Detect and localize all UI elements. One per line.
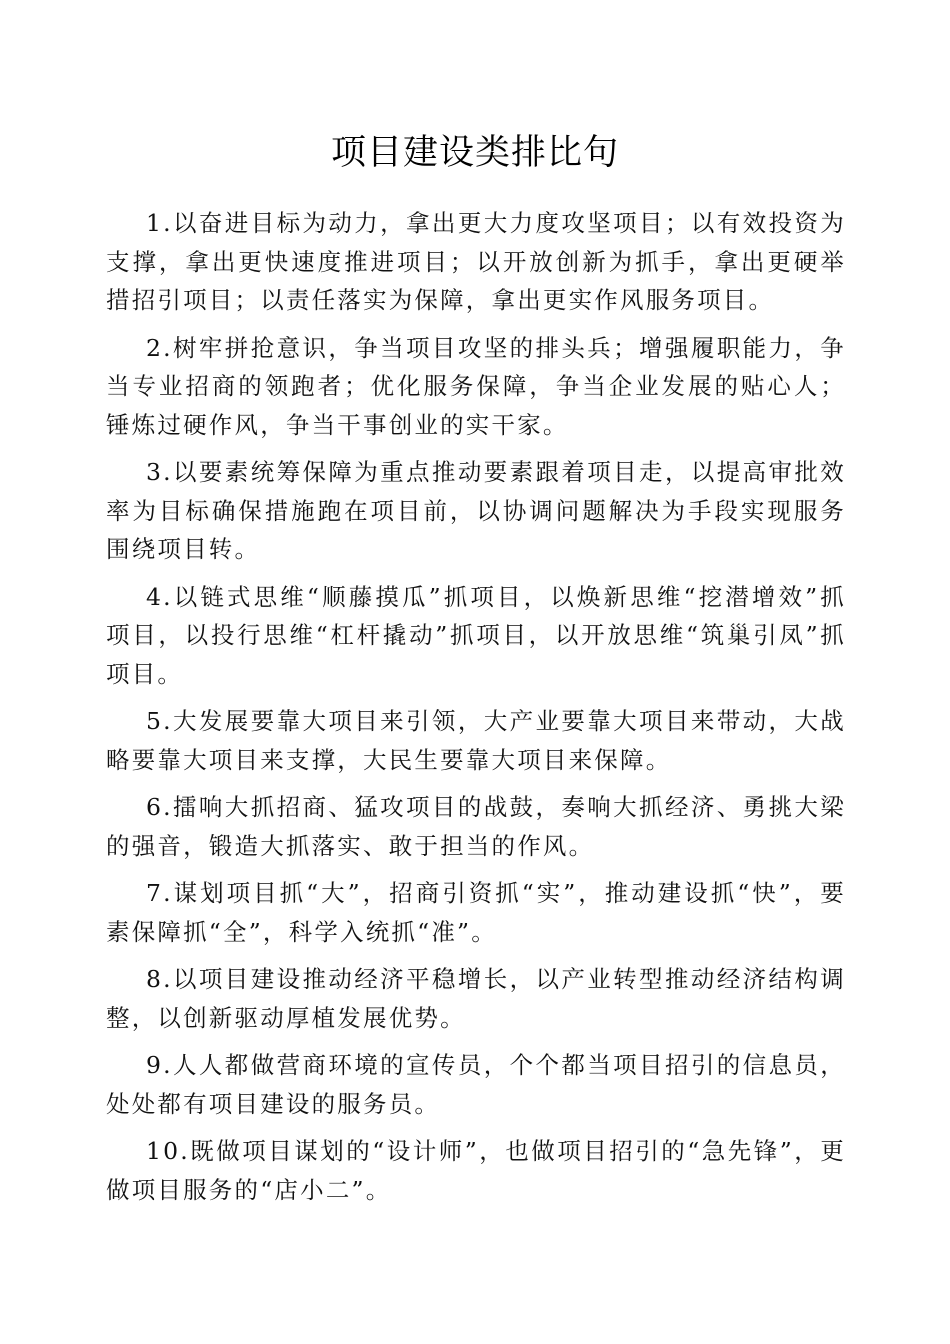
- item-text: 谋划项目抓“大”，招商引资抓“实”，推动建设抓“快”，要素保障抓“全”，科学入统抓“准”。: [106, 879, 846, 946]
- list-item: [106, 329, 846, 445]
- item-text: 既做项目谋划的“设计师”，也做项目招引的“急先锋”，更做项目服务的“店小二”。: [106, 1137, 846, 1204]
- item-number: 2.: [146, 333, 173, 362]
- list-item: [106, 1046, 846, 1123]
- sentence-list: [106, 204, 846, 1218]
- list-item: [106, 960, 846, 1037]
- item-text: 以奋进目标为动力，拿出更大力度攻坚项目；以有效投资为支撑，拿出更快速度推进项目；以开放创新为抓手，拿出更硬举措招引项目；以责任落实为保障，拿出更实作风服务项目。: [106, 209, 846, 314]
- item-number: 8.: [146, 965, 173, 993]
- item-number: 1.: [146, 209, 173, 237]
- item-number: 10.: [146, 1137, 190, 1165]
- item-text: 树牢拼抢意识，争当项目攻坚的排头兵；增强履职能力，争当专业招商的领跑者；优化服务保障，争当企业发展的贴心人；锤炼过硬作风，争当干事创业的实干家。: [106, 333, 846, 439]
- item-text: 以链式思维“顺藤摸瓜”抓项目，以焕新思维“挖潜增效”抓项目，以投行思维“杠杆撬动”抓项目，以开放思维“筑巢引凤”抓项目。: [106, 582, 846, 688]
- item-number: 5.: [146, 707, 173, 735]
- list-item: [106, 453, 846, 569]
- item-text: 人人都做营商环境的宣传员，个个都当项目招引的信息员，处处都有项目建设的服务员。: [106, 1051, 846, 1118]
- list-item: [106, 204, 846, 320]
- item-number: 6.: [146, 793, 173, 821]
- page-title: 项目建设类排比句: [330, 133, 619, 173]
- item-number: 3.: [146, 458, 173, 486]
- list-item: [106, 1132, 846, 1209]
- list-item: [106, 874, 846, 951]
- item-number: 7.: [146, 879, 173, 907]
- item-text: 大发展要靠大项目来引领，大产业要靠大项目来带动，大战略要靠大项目来支撑，大民生要靠大项目来保障。: [106, 707, 846, 774]
- item-number: 9.: [146, 1051, 173, 1079]
- item-text: 以要素统筹保障为重点推动要素跟着项目走，以提高审批效率为目标确保措施跑在项目前，以协调问题解决为手段实现服务围绕项目转。: [106, 458, 846, 563]
- list-item: [106, 578, 846, 694]
- item-number: 4.: [146, 582, 173, 611]
- item-text: 擂响大抓招商、猛攻项目的战鼓，奏响大抓经济、勇挑大梁的强音，锻造大抓落实、敢于担当的作风。: [106, 793, 846, 860]
- list-item: [106, 702, 846, 779]
- item-text: 以项目建设推动经济平稳增长，以产业转型推动经济结构调整，以创新驱动厚植发展优势。: [106, 965, 846, 1032]
- list-item: [106, 788, 846, 865]
